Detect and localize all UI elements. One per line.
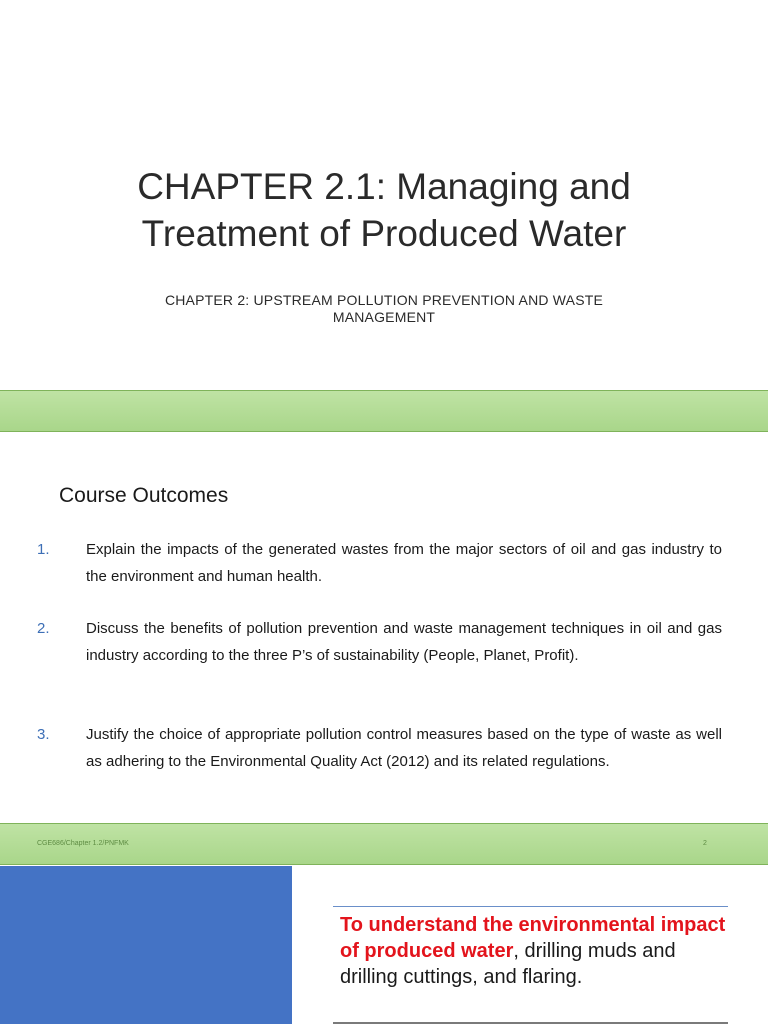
page-number: 2 (703, 840, 707, 847)
title-line-1: CHAPTER 2.1: Managing and (137, 166, 631, 207)
outcome-text: Explain the impacts of the generated wastes from the major sectors of oil and gas industry to the environment and human health. (86, 541, 722, 585)
header-band (0, 390, 768, 432)
course-outcomes-heading: Course Outcomes (59, 484, 229, 507)
objective-highlight: To understand the environmental impact of produced water (340, 914, 726, 962)
objective-slide (0, 866, 768, 1024)
outcome-number: 3. (37, 726, 50, 743)
subtitle-line-1: CHAPTER 2: UPSTREAM POLLUTION PREVENTION AND WASTE (164, 292, 604, 308)
subtitle-line-2: MANAGEMENT (332, 309, 436, 325)
title-slide (0, 0, 768, 432)
outcome-text: Discuss the benefits of pollution prevention and waste management techniques in oil and gas industry according to the three P’s of sustainability (People, Planet, Profit). (86, 620, 722, 664)
divider-top (333, 906, 728, 907)
objective-text (340, 912, 730, 990)
blue-side-panel (0, 866, 292, 1024)
objective-rest: , drilling muds and drilling cuttings, and flaring. (340, 940, 676, 988)
outcome-text: Justify the choice of appropriate pollution control measures based on the type of waste as well as adhering to the Environmental Quality Act (2012) and its related regulations. (86, 726, 722, 770)
outcome-number: 2. (37, 620, 50, 637)
outcome-number: 1. (37, 541, 50, 558)
slide-subtitle (100, 292, 668, 326)
title-line-2: Treatment of Produced Water (141, 213, 627, 254)
footer-course-code: CGE686/Chapter 1.2/PNFMK (37, 840, 129, 847)
slide-title (60, 163, 708, 257)
